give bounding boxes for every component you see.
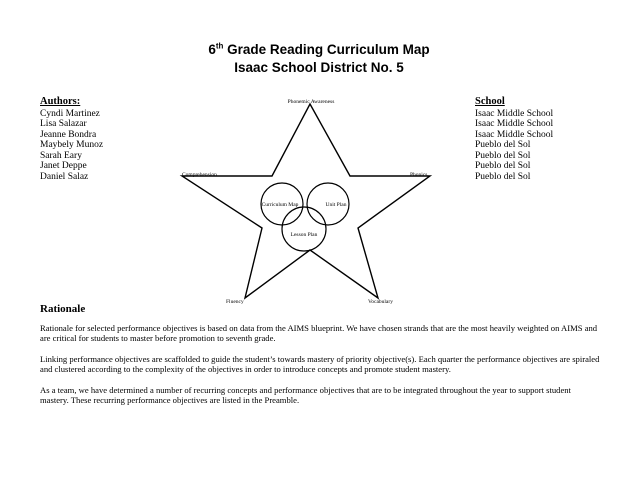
school-name: Isaac Middle School (475, 108, 554, 119)
document-title: 6th Grade Reading Curriculum Map (208, 41, 430, 57)
document-subtitle: Isaac School District No. 5 (234, 60, 404, 75)
school-name: Pueblo del Sol (475, 171, 531, 182)
school-name: Pueblo del Sol (475, 150, 531, 161)
author-name: Jeanne Bondra (40, 129, 97, 140)
school-name: Isaac Middle School (475, 129, 554, 140)
label-lesson-plan: Lesson Plan (290, 232, 318, 238)
label-fluency: Fluency (226, 299, 244, 305)
authors-list (40, 97, 103, 182)
author-name: Janet Deppe (40, 161, 87, 171)
author-name: Maybely Munoz (40, 140, 104, 150)
rationale-paragraph: Linking performance objectives are scaffolded to guide the student’s towards mastery of priority objective(s). Each quarter the performance objectives are spiraled and clustered according to the complexity of the objectives in order to introduce concepts and promote student mastery. (40, 353, 600, 374)
school-heading: School (475, 96, 505, 107)
star-outline (182, 104, 430, 298)
author-name: Daniel Salaz (40, 171, 89, 182)
label-unit-plan: Unit Plan (325, 202, 347, 208)
label-comprehension: Comprehension (182, 172, 217, 178)
rationale-section (40, 304, 600, 416)
lesson-plan-circle (282, 207, 326, 251)
author-name: Cyndi Martinez (40, 108, 100, 119)
school-list (475, 97, 553, 182)
school-name: Pueblo del Sol (475, 140, 531, 150)
label-curriculum-map: Curriculum Map (261, 202, 299, 208)
school-name: Pueblo del Sol (475, 161, 531, 171)
author-name: Lisa Salazar (40, 119, 87, 129)
author-name: Sarah Eary (40, 150, 82, 161)
label-phonics: Phonics (410, 172, 428, 178)
school-name: Isaac Middle School (475, 119, 554, 129)
label-phonemic-awareness: Phonemic Awareness (287, 99, 335, 105)
star-diagram (150, 95, 460, 310)
label-vocabulary: Vocabulary (368, 299, 393, 305)
rationale-heading: Rationale (40, 303, 86, 315)
rationale-paragraph: Rationale for selected performance objectives is based on data from the AIMS blueprint. We have chosen strands that are the most heavily weighted on AIMS and are critical for students to master before promotion to seventh grade. (40, 322, 598, 343)
rationale-paragraph: As a team, we have determined a number of recurring concepts and performance objectives that are to be integrated throughout the year to support student mastery. These recurring performance objectives are listed in the Preamble. (40, 384, 571, 405)
authors-heading: Authors: (40, 96, 81, 107)
